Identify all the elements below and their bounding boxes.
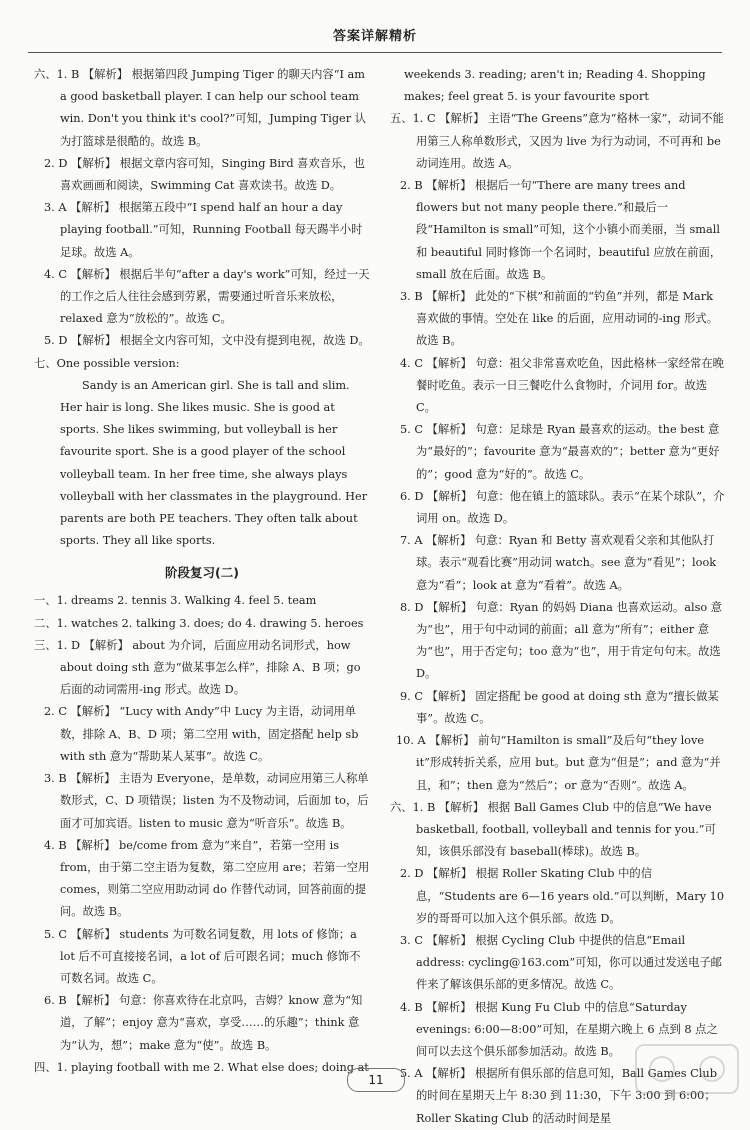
answer-item: 5. C 【解析】 句意：足球是 Ryan 最喜欢的运动。the best 意为“最好的”；favourite 意为“最喜欢的”；better 意为“更好的”；good 意为“好的”。故选 C。 — [400, 423, 720, 481]
answer-item: 2. D 【解析】 根据文章内容可知，Singing Bird 喜欢音乐，也喜欢画画和阅读，Swimming Cat 喜欢读书。故选 D。 — [44, 156, 365, 193]
answer-item: 六、1. B 【解析】 根据 Ball Games Club 中的信息“We have basketball, football, volleyball and tennis for you.”可知，该俱乐部没有 baseball(棒球)。故选 B。 — [390, 800, 716, 859]
answer-item: 6. B 【解析】 句意：你喜欢待在北京吗，吉姆？know 意为“知道，了解”；enjoy 意为“喜欢，享受……的乐趣”；think 意为“认为，想”；make 意为“使”。故选 B。 — [44, 994, 363, 1052]
right-column — [390, 64, 726, 1130]
left-column — [34, 64, 370, 1079]
answer-item: weekends 3. reading; aren't in; Reading 4. Shopping makes; feel great 5. is your favourite sport — [404, 68, 706, 104]
answer-item: 2. B 【解析】 根据后一句“There are many trees and flowers but not many people there.”和最后一段“Hamilton is small”可知，这个小镇小而美丽，当 small 和 beautiful 同时修饰一个名词时，beautiful 应放在前面，small 放在后面。故选 B。 — [400, 179, 722, 281]
answer-item: 2. D 【解析】 根据 Roller Skating Club 中的信息，“Students are 6—16 years old.”可以判断，Mary 10 岁的哥哥可以加入这个俱乐部。故选 D。 — [400, 867, 725, 925]
answer-item: 3. B 【解析】 此处的“下棋”和前面的“钓鱼”并列，都是 Mark 喜欢做的事情。空处在 like 的后面，应用动词的-ing 形式。故选 B。 — [400, 290, 719, 348]
essay-paragraph: Sandy is an American girl. She is tall and slim. Her hair is long. She likes music. She is good at sports. She likes swimming, but volleyball is her favourite sport. She is a good player of the school volleyball team. In her free time, she always plays volleyball with her classmates in the playground. Her parents are both PE teachers. They often talk about sports. They all like sports. — [60, 378, 368, 548]
answer-item: 3. A 【解析】 根据第五段中“I spend half an hour a day playing football.”可知，Running Football 每天踢半小时足球。故选 A。 — [44, 201, 363, 259]
answer-item: 五、1. C 【解析】 主语“The Greens”意为“格林一家”，动词不能用第三人称单数形式，又因为 live 为行为动词，不可再和 be 动词连用。故选 A。 — [390, 112, 724, 170]
answer-item: 5. C 【解析】 students 为可数名词复数，用 lots of 修饰；a lot 后不可直接接名词，a lot of 后可跟名词；much 修饰不可数名词。故选 C。 — [44, 927, 361, 985]
watermark-logo-icon — [632, 1041, 742, 1097]
answer-item: 5. A 【解析】 根据所有俱乐部的信息可知，Ball Games Club 的时间在星期天上午 8:30 到 11:30，下午 3:00 到 6:00；Roller Skating Club 的活动时间是星 — [400, 1067, 717, 1125]
answer-item: 三、1. D 【解析】 about 为介词，后面应用动名词形式，how about doing sth 意为“做某事怎么样”，排除 A、B 项；go 后面的动词需用-ing 形式。故选 D。 — [34, 638, 361, 697]
answer-item: 6. D 【解析】 句意：他在镇上的篮球队。表示“在某个球队”，介词用 on。故选 D。 — [400, 489, 725, 526]
page-header — [28, 22, 722, 53]
page-number: 11 — [347, 1068, 405, 1092]
answer-item: 10. A 【解析】 前句“Hamilton is small”及后句“they love it”形成转折关系，应用 but。but 意为“但是”；and 意为“并且，和”；then 意为“然后”；or 意为“否则”。故选 A。 — [396, 734, 721, 792]
answer-item: 9. C 【解析】 固定搭配 be good at doing sth 意为“擅长做某事”。故选 C。 — [400, 689, 719, 725]
answer-item: 二、1. watches 2. talking 3. does; do 4. drawing 5. heroes — [34, 616, 364, 630]
essay-heading: 七、One possible version: — [34, 356, 180, 370]
answer-item: 8. D 【解析】 句意：Ryan 的妈妈 Diana 也喜欢运动。also 意为“也”，用于句中动词的前面；all 意为“所有”；either 意为“也”，用于否定句；too 意为“也”，用于肯定句句末。故选 D。 — [400, 600, 723, 681]
answer-item: 2. C 【解析】 “Lucy with Andy”中 Lucy 为主语，动词用单数，排除 A、B、D 项；第二空用 with，固定搭配 help sb with sth 意为“帮助某人某事”。故选 C。 — [44, 705, 359, 763]
answer-item: 四、1. playing football with me 2. What else does; doing at — [34, 1060, 369, 1074]
answer-item: 4. C 【解析】 句意：祖父非常喜欢吃鱼，因此格林一家经常在晚餐时吃鱼。表示一日三餐吃什么食物时，介词用 for。故选 C。 — [400, 356, 724, 415]
header-title: 答案详解精析 — [332, 29, 417, 44]
answer-item: 4. C 【解析】 根据后半句“after a day's work”可知，经过一天的工作之后人往往会感到劳累，需要通过听音乐来放松，relaxed 意为“放松的”。故选 C。 — [44, 267, 370, 326]
answer-item: 4. B 【解析】 be/come from 意为“来自”，若第一空用 is from，由于第二空主语为复数，第二空应用 are；若第一空用 comes，则第二空应用助动词 do 作替代动词，回答前面的提问。故选 B。 — [44, 838, 370, 919]
answer-item: 一、1. dreams 2. tennis 3. Walking 4. feel 5. team — [34, 594, 317, 608]
answer-item: 7. A 【解析】 句意：Ryan 和 Betty 喜欢观看父亲和其他队打球。表示“观看比赛”用动词 watch。see 意为“看见”；look 意为“看”；look at 意为“看着”。故选 A。 — [400, 534, 717, 592]
answer-item: 3. B 【解析】 主语为 Everyone，是单数，动词应用第三人称单数形式，C、D 项错误；listen 为不及物动词，后面加 to，后面才可加宾语。listen to music 意为“听音乐”。故选 B。 — [44, 772, 369, 830]
section-title: 阶段复习(二) — [165, 565, 239, 581]
answer-item: 3. C 【解析】 根据 Cycling Club 中提供的信息“Email address: cycling@163.com”可知，你可以通过发送电子邮件来了解该俱乐部的更多情况。故选 C。 — [400, 933, 722, 992]
answer-item: 5. D 【解析】 根据全文内容可知，文中没有提到电视，故选 D。 — [44, 334, 370, 348]
answer-item: 六、1. B 【解析】 根据第四段 Jumping Tiger 的聊天内容“I am a good basketball player. I can help our school team win. Don't you think it's cool?”可知，Jumping Tiger 认为打篮球是很酷的。故选 B。 — [34, 68, 367, 148]
answer-item: 4. B 【解析】 根据 Kung Fu Club 中的信息“Saturday evenings: 6:00—8:00”可知，在星期六晚上 6 点到 8 点之间可以去这个俱乐部参加活动。故选 B。 — [400, 1000, 718, 1058]
